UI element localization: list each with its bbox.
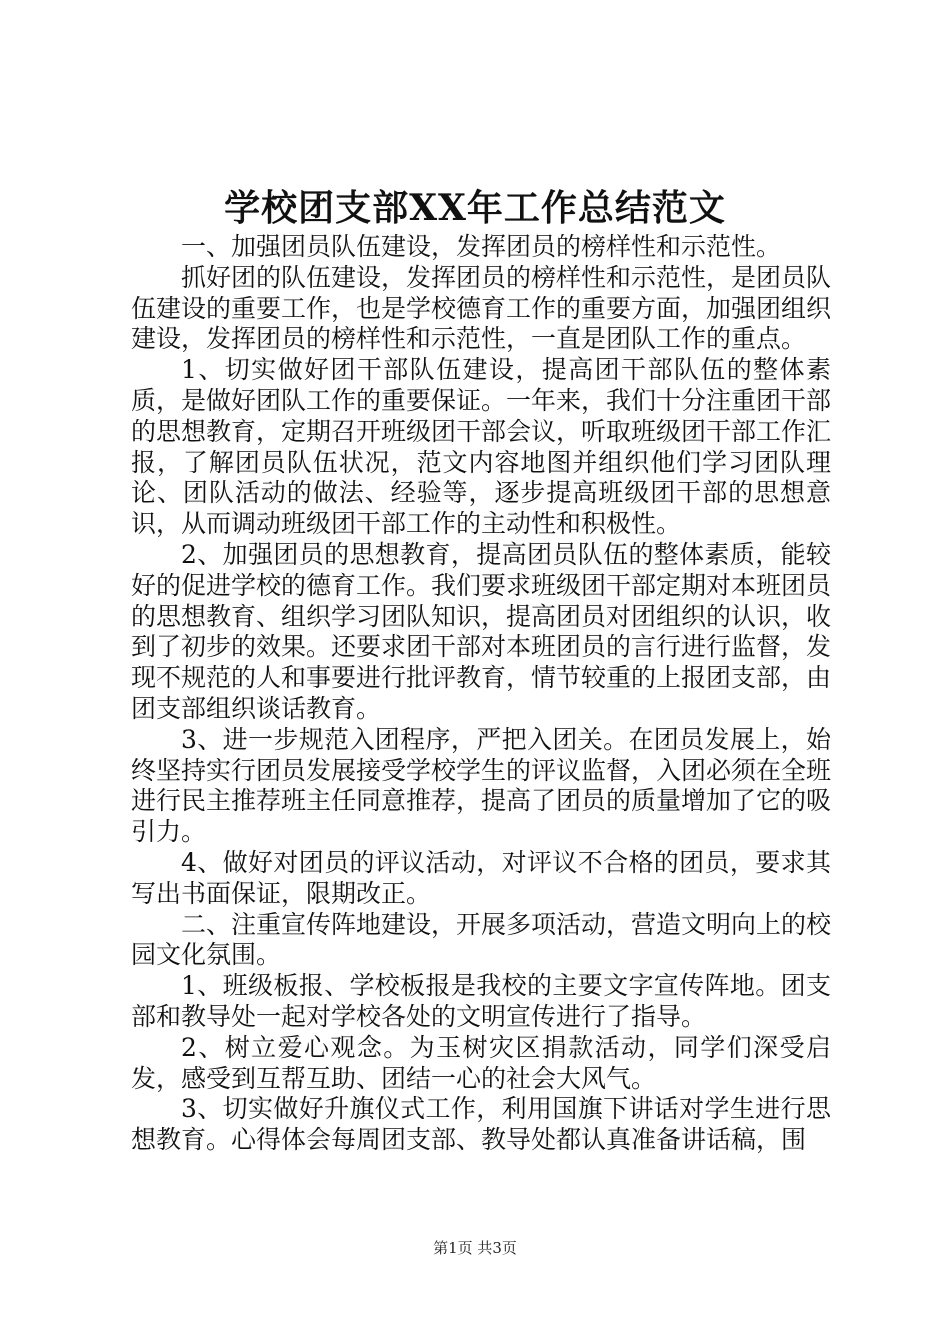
paragraph: 抓好团的队伍建设，发挥团员的榜样性和示范性，是团员队伍建设的重要工作，也是学校德育工作的重要方面，加强团组织建设，发挥团员的榜样性和示范性，一直是团队工作的重点。 <box>131 262 832 354</box>
paragraph: 3、切实做好升旗仪式工作，利用国旗下讲话对学生进行思想教育。心得体会每周团支部、教导处都认真准备讲话稿，围 <box>131 1094 831 1155</box>
section-heading-2: 二、注重宣传阵地建设，开展多项活动，营造文明向上的校园文化氛围。 <box>131 909 832 970</box>
section-heading-1: 一、加强团员队伍建设，发挥团员的榜样性和示范性。 <box>181 232 782 261</box>
page-number-footer: 第1页 共3页 <box>433 1239 517 1257</box>
document-body <box>131 232 831 1156</box>
paragraph: 1、切实做好团干部队伍建设，提高团干部队伍的整体素质，是做好团队工作的重要保证。一年来，我们十分注重团干部的思想教育，定期召开班级团干部会议，听取班级团干部工作汇报，了解团员队伍状况，范文内容地图并组织他们学习团队理论、团队活动的做法、经验等，逐步提高班级团干部的思想意识，从而调动班级团干部工作的主动性和积极性。 <box>131 355 832 539</box>
paragraph: 4、做好对团员的评议活动，对评议不合格的团员，要求其写出书面保证，限期改正。 <box>131 847 831 908</box>
paragraph: 2、加强团员的思想教育，提高团员队伍的整体素质，能较好的促进学校的德育工作。我们要求班级团干部定期对本班团员的思想教育、组织学习团队知识，提高团员对团组织的认识，收到了初步的效果。还要求团干部对本班团员的言行进行监督，发现不规范的人和事要进行批评教育，情节较重的上报团支部，由团支部组织谈话教育。 <box>131 539 832 723</box>
paragraph: 3、进一步规范入团程序，严把入团关。在团员发展上，始终坚持实行团员发展接受学校学生的评议监督，入团必须在全班进行民主推荐班主任同意推荐，提高了团员的质量增加了它的吸引力。 <box>131 724 832 847</box>
document-title: 学校团支部XX年工作总结范文 <box>224 187 726 229</box>
paragraph: 2、树立爱心观念。为玉树灾区捐款活动，同学们深受启发，感受到互帮互助、团结一心的社会大风气。 <box>131 1032 831 1093</box>
paragraph: 1、班级板报、学校板报是我校的主要文字宣传阵地。团支部和教导处一起对学校各处的文明宣传进行了指导。 <box>131 971 831 1031</box>
